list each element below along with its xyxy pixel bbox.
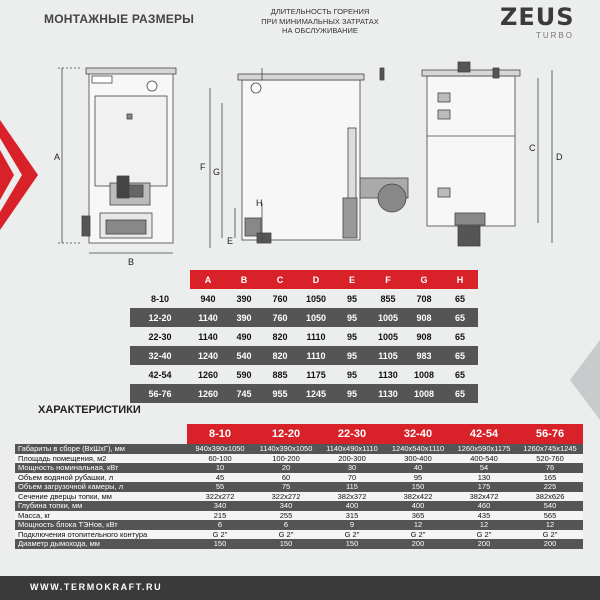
spec-value-cell: 255	[253, 511, 319, 521]
spec-value-cell: 540	[517, 501, 583, 511]
spec-value-cell: 460	[451, 501, 517, 511]
spec-value-cell: 940x390x1050	[187, 444, 253, 454]
dimension-value-cell: 1140	[198, 331, 218, 342]
spec-value-cell: G 2"	[187, 530, 253, 540]
dimension-value-cell: 1245	[298, 384, 334, 403]
table-row	[15, 444, 583, 454]
characteristics-header-blank	[15, 424, 187, 444]
spec-value-cell: 225	[517, 482, 583, 492]
dimension-value-cell: 65	[454, 331, 465, 342]
dim-col-f: F	[370, 270, 406, 289]
spec-value-cell: 12	[517, 520, 583, 530]
spec-label-cell: Подключения отопительного контура	[15, 530, 187, 540]
decor-chevron-right	[560, 340, 600, 420]
spec-value-cell: G 2"	[319, 530, 385, 540]
spec-value-cell: 95	[385, 473, 451, 483]
spec-value-cell: 6	[253, 520, 319, 530]
dimension-value-cell: 590	[236, 369, 252, 380]
model-col-4: 32-40	[385, 424, 451, 444]
dimension-value-cell: 1008	[406, 384, 442, 403]
dimension-value-cell: 1240	[190, 346, 226, 365]
dimension-value-cell: 760	[262, 308, 298, 327]
spec-value-cell: 315	[319, 511, 385, 521]
subtitle-line-2: ПРИ МИНИМАЛЬНЫХ ЗАТРАТАХ	[261, 16, 379, 26]
spec-value-cell: 322x272	[253, 492, 319, 502]
footer-bar	[0, 576, 600, 600]
table-row	[15, 463, 583, 473]
dim-label-a: A	[54, 152, 61, 162]
spec-value-cell: 565	[517, 511, 583, 521]
dimension-model-cell: 32-40	[130, 346, 190, 365]
dimension-value-cell: 1130	[378, 369, 398, 380]
dimension-value-cell: 65	[442, 346, 478, 365]
spec-value-cell: 60	[253, 473, 319, 483]
spec-label-cell: Диаметр дымохода, мм	[15, 539, 187, 549]
dimension-value-cell: 820	[262, 346, 298, 365]
logo-sub-text: TURBO	[536, 31, 574, 40]
dim-label-h: H	[256, 198, 263, 208]
spec-value-cell: 12	[451, 520, 517, 530]
model-col-5: 42-54	[451, 424, 517, 444]
subtitle-line-1: ДЛИТЕЛЬНОСТЬ ГОРЕНИЯ	[270, 7, 370, 16]
characteristics-title: ХАРАКТЕРИСТИКИ	[38, 404, 141, 416]
spec-value-cell: 10	[187, 463, 253, 473]
spec-value-cell: 100-200	[253, 454, 319, 464]
spec-value-cell: 365	[385, 511, 451, 521]
spec-value-cell: G 2"	[517, 530, 583, 540]
spec-value-cell: 150	[385, 482, 451, 492]
spec-value-cell: 12	[385, 520, 451, 530]
dimension-model-cell: 56-76	[130, 384, 190, 403]
characteristics-table	[15, 424, 583, 549]
dimension-value-cell: 95	[346, 369, 357, 380]
spec-value-cell: 55	[187, 482, 253, 492]
dimension-model-cell: 42-54	[148, 369, 172, 380]
dimension-value-cell: 1050	[305, 293, 327, 304]
dimension-value-cell: 908	[416, 331, 432, 342]
spec-value-cell: 150	[187, 539, 253, 549]
spec-value-cell: G 2"	[451, 530, 517, 540]
dim-label-f: F	[200, 162, 206, 172]
dimension-model-cell: 8-10	[150, 293, 169, 304]
dim-label-e: E	[227, 236, 234, 246]
dimension-value-cell: 1130	[370, 384, 406, 403]
dimension-value-cell: 95	[346, 331, 357, 342]
spec-value-cell: 150	[253, 539, 319, 549]
dim-label-g: G	[213, 167, 221, 177]
spec-value-cell: 1260x590x1175	[451, 444, 517, 454]
footer-website-link[interactable]: WWW.TERMOKRAFT.RU	[30, 582, 163, 592]
dimension-value-cell: 1005	[377, 331, 399, 342]
dimension-value-cell: 1105	[370, 346, 406, 365]
model-col-2: 12-20	[253, 424, 319, 444]
dimension-value-cell: 1140	[190, 308, 226, 327]
spec-value-cell: 1240x540x1110	[385, 444, 451, 454]
spec-value-cell: 200	[451, 539, 517, 549]
spec-value-cell: 200	[517, 539, 583, 549]
dimension-value-cell: 1005	[370, 308, 406, 327]
spec-label-cell: Масса, кг	[15, 511, 187, 521]
spec-value-cell: 382x422	[385, 492, 451, 502]
spec-value-cell: 20	[253, 463, 319, 473]
dim-col-h: H	[442, 270, 478, 289]
spec-value-cell: 382x472	[451, 492, 517, 502]
spec-value-cell: 45	[187, 473, 253, 483]
dim-label-d: D	[556, 152, 563, 162]
spec-label-cell: Мощность блока ТЭНов, кВт	[15, 520, 187, 530]
model-col-1: 8-10	[187, 424, 253, 444]
spec-label-cell: Объем водяной рубашки, л	[15, 473, 187, 483]
dimension-value-cell: 708	[416, 293, 432, 304]
dimension-model-cell: 22-30	[148, 331, 172, 342]
spec-value-cell: 6	[187, 520, 253, 530]
spec-value-cell: 340	[187, 501, 253, 511]
dimension-value-cell: 1110	[306, 331, 326, 342]
dimension-model-cell: 12-20	[130, 308, 190, 327]
spec-value-cell: 165	[517, 473, 583, 483]
table-row	[15, 539, 583, 549]
spec-value-cell: G 2"	[385, 530, 451, 540]
spec-value-cell: 215	[187, 511, 253, 521]
table-row	[130, 308, 478, 327]
spec-label-cell: Глубина топки, мм	[15, 501, 187, 511]
dimension-value-cell: 490	[236, 331, 252, 342]
header-subtitle	[240, 7, 400, 36]
model-col-3: 22-30	[319, 424, 385, 444]
dimension-value-cell: 540	[226, 346, 262, 365]
spec-value-cell: 400	[319, 501, 385, 511]
spec-label-cell: Площадь помещения, м2	[15, 454, 187, 464]
spec-value-cell: 400-540	[451, 454, 517, 464]
spec-value-cell: 54	[451, 463, 517, 473]
spec-value-cell: 115	[319, 482, 385, 492]
spec-label-cell: Мощность номинальная, кВт	[15, 463, 187, 473]
dim-col-a: A	[190, 270, 226, 289]
spec-label-cell: Объем загрузочной камеры, л	[15, 482, 187, 492]
dimension-value-cell: 1110	[298, 346, 334, 365]
dimension-value-cell: 390	[236, 293, 252, 304]
dimension-value-cell: 820	[272, 331, 288, 342]
spec-value-cell: 322x272	[187, 492, 253, 502]
dim-col-d: D	[298, 270, 334, 289]
table-row	[15, 454, 583, 464]
dim-col-g: G	[406, 270, 442, 289]
table-row	[15, 520, 583, 530]
spec-value-cell: 9	[319, 520, 385, 530]
dimension-value-cell: 65	[454, 369, 465, 380]
logo-main-text: ZEUS	[500, 3, 575, 31]
spec-value-cell: 200-300	[319, 454, 385, 464]
spec-value-cell: 75	[253, 482, 319, 492]
dimension-value-cell: 65	[442, 384, 478, 403]
dimension-value-cell: 65	[442, 308, 478, 327]
dimension-value-cell: 745	[226, 384, 262, 403]
spec-label-cell: Габариты в сборе (ВхШхГ), мм	[15, 444, 187, 454]
dim-col-c: C	[262, 270, 298, 289]
table-row	[130, 289, 478, 308]
boiler-side-body	[242, 80, 360, 240]
brand-logo	[500, 3, 580, 43]
dimension-value-cell: 1260	[197, 369, 219, 380]
dimension-value-cell: 390	[226, 308, 262, 327]
table-row	[15, 530, 583, 540]
page-title: МОНТАЖНЫЕ РАЗМЕРЫ	[44, 12, 195, 26]
spec-value-cell: 76	[517, 463, 583, 473]
table-row	[15, 511, 583, 521]
dimensions-header-row	[130, 270, 478, 289]
subtitle-line-3: НА ОБСЛУЖИВАНИЕ	[282, 26, 358, 35]
spec-value-cell: 150	[319, 539, 385, 549]
spec-value-cell: 520-760	[517, 454, 583, 464]
spec-value-cell: 1140x390x1050	[253, 444, 319, 454]
table-row	[15, 501, 583, 511]
dimension-value-cell: 1008	[413, 369, 435, 380]
spec-value-cell: 1140x490x1110	[319, 444, 385, 454]
table-row	[15, 482, 583, 492]
dimension-value-cell: 855	[380, 293, 396, 304]
model-col-6: 56-76	[517, 424, 583, 444]
spec-value-cell: 200	[385, 539, 451, 549]
characteristics-header-row	[15, 424, 583, 444]
dimension-value-cell: 95	[334, 308, 370, 327]
dimension-value-cell: 760	[272, 293, 288, 304]
spec-value-cell: 40	[385, 463, 451, 473]
dimension-value-cell: 65	[454, 293, 465, 304]
table-row	[15, 492, 583, 502]
dimension-value-cell: 955	[262, 384, 298, 403]
spec-value-cell: 30	[319, 463, 385, 473]
dimension-value-cell: 95	[334, 346, 370, 365]
spec-label-cell: Сечение дверцы топки, мм	[15, 492, 187, 502]
dimensions-table	[130, 270, 478, 403]
dimension-value-cell: 1175	[306, 369, 326, 380]
dimension-value-cell: 95	[346, 293, 357, 304]
spec-value-cell: 340	[253, 501, 319, 511]
dimension-value-cell: 95	[334, 384, 370, 403]
dim-label-b: B	[128, 257, 135, 267]
dimensions-header-blank	[130, 270, 190, 289]
spec-value-cell: G 2"	[253, 530, 319, 540]
dimension-value-cell: 1260	[190, 384, 226, 403]
dimension-value-cell: 1050	[298, 308, 334, 327]
spec-value-cell: 60-100	[187, 454, 253, 464]
mounting-drawings	[0, 48, 600, 270]
spec-value-cell: 70	[319, 473, 385, 483]
spec-value-cell: 435	[451, 511, 517, 521]
dimension-value-cell: 908	[406, 308, 442, 327]
spec-value-cell: 382x372	[319, 492, 385, 502]
table-row	[130, 327, 478, 346]
dim-col-b: B	[226, 270, 262, 289]
spec-value-cell: 130	[451, 473, 517, 483]
dim-label-c: C	[529, 143, 536, 153]
spec-value-cell: 175	[451, 482, 517, 492]
spec-value-cell: 300-400	[385, 454, 451, 464]
dimension-value-cell: 885	[272, 369, 288, 380]
table-row	[15, 473, 583, 483]
dimension-value-cell: 983	[406, 346, 442, 365]
table-row	[130, 384, 478, 403]
dim-col-e: E	[334, 270, 370, 289]
table-row	[130, 365, 478, 384]
spec-value-cell: 1260x745x1245	[517, 444, 583, 454]
spec-value-cell: 400	[385, 501, 451, 511]
spec-value-cell: 382x626	[517, 492, 583, 502]
table-row	[130, 346, 478, 365]
dimension-value-cell: 940	[200, 293, 216, 304]
